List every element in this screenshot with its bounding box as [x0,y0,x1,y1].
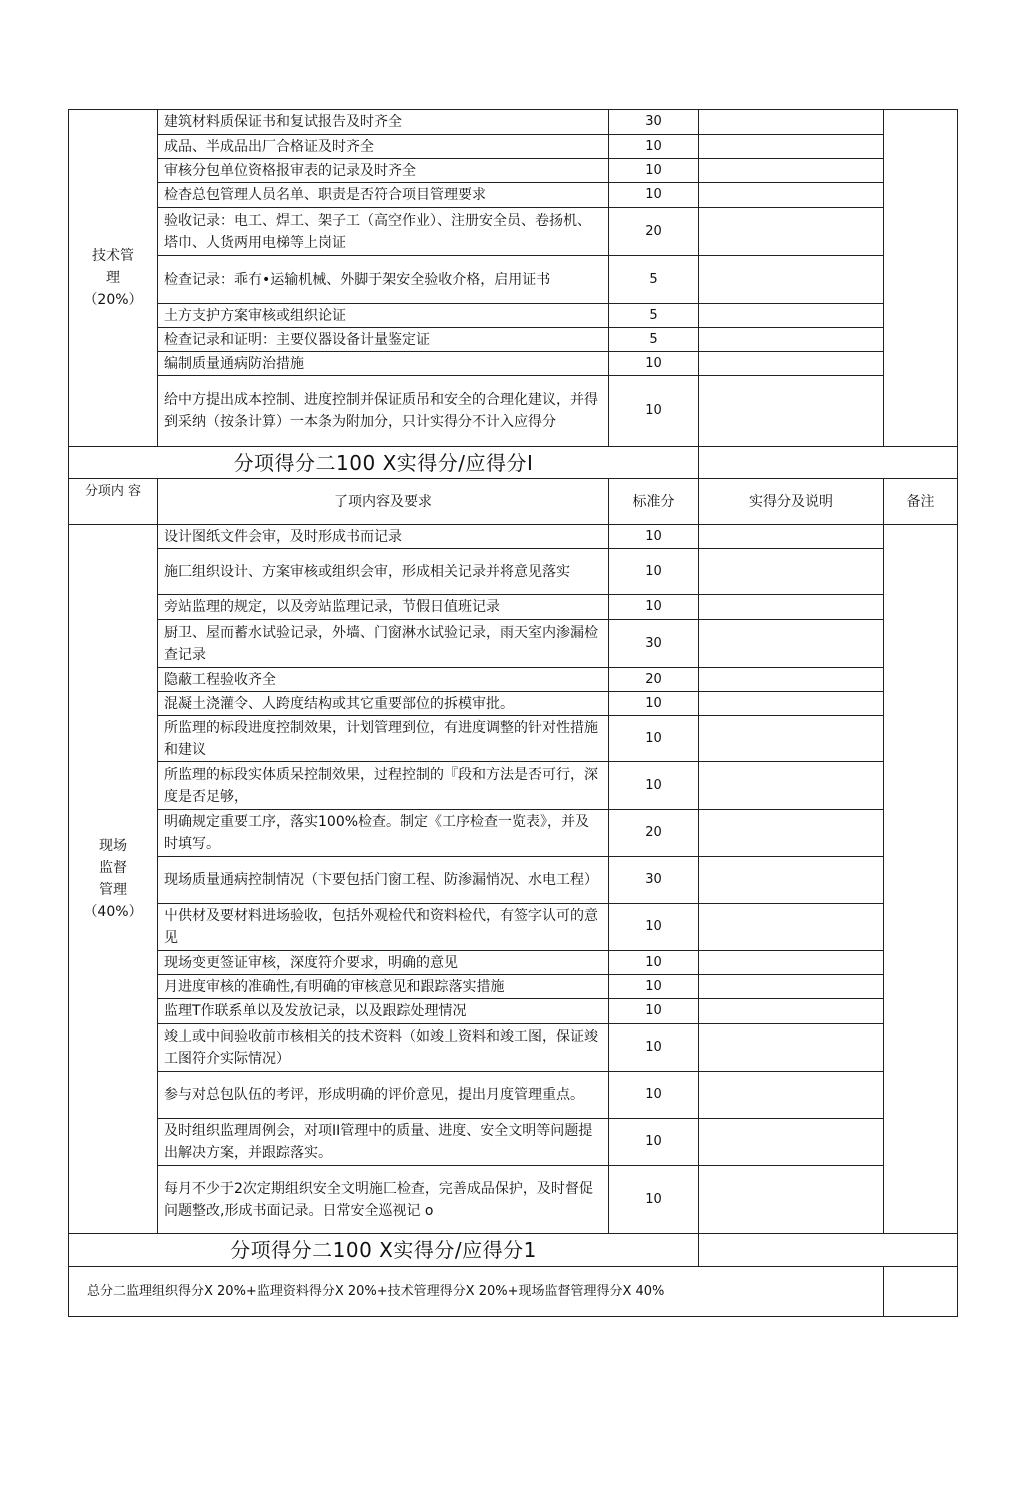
item-text: 厨卫、屋而蓄水试验记录，外墙、门窗淋水试验记录，雨天室内渗漏检查记录 [158,620,609,668]
standard-score: 10 [609,376,699,447]
standard-score: 10 [609,549,699,595]
standard-score: 5 [609,256,699,304]
item-text: 成品、半成品出厂合格证及时齐全 [158,135,609,159]
item-text: 及时组织监理周例会，对项II管理中的质量、进度、安全文明等问题提出解决方案，并跟踪落实。 [158,1119,609,1166]
item-text: 隐蔽工程验收齐全 [158,668,609,692]
actual-score-cell [699,183,884,208]
standard-score: 10 [609,159,699,183]
standard-score: 10 [609,716,699,762]
actual-score-cell [699,857,884,904]
item-text: 屮供材及要材料进场验收，包括外观检代和资料检代，有签字认可的意见 [158,904,609,951]
item-text: 监理T作联系单以及发放记录，以及跟踪处理情况 [158,999,609,1024]
standard-score: 10 [609,904,699,951]
standard-score: 5 [609,304,699,328]
header-standard: 标准分 [609,479,699,525]
header-remark: 备注 [884,479,958,525]
actual-score-cell [699,810,884,857]
item-text: 编制质量通病防治措施 [158,352,609,376]
actual-score-cell [699,999,884,1024]
standard-score: 10 [609,975,699,999]
item-text: 给中方提出成本控制、进度控制并保证质吊和安全的合理化建议，并得到采纳（按条计算）一本条为附加分，只计实得分不计入应得分 [158,376,609,447]
item-text: 月进度审核的准确性,有明确的审核意见和跟踪落实措施 [158,975,609,999]
standard-score: 30 [609,857,699,904]
actual-score-cell [699,716,884,762]
standard-score: 10 [609,692,699,716]
item-text: 竣丄或中间验收前市核相关的技术资料（如竣丄资料和竣工图，保证竣工图符介实际情况） [158,1024,609,1072]
standard-score: 20 [609,208,699,256]
actual-score-cell [699,1024,884,1072]
standard-score: 10 [609,762,699,810]
actual-score-cell [699,135,884,159]
item-text: 明确规定重要工序，落实100%检查。制定《工序检查一览表》，并及时填写。 [158,810,609,857]
item-text: 所监理的标段进度控制效果，计划管理到位，有进度调整的针对性措施和建议 [158,716,609,762]
remark-cell [884,110,958,447]
remark-cell [884,525,958,1234]
actual-score-cell [699,159,884,183]
actual-score-cell [699,595,884,620]
actual-score-cell [699,525,884,549]
standard-score: 10 [609,183,699,208]
item-text: 检查记录：乖冇•运输机械、外脚于架安全验收介格，启用证书 [158,256,609,304]
actual-score-cell [699,975,884,999]
standard-score: 10 [609,1024,699,1072]
standard-score: 10 [609,135,699,159]
total-formula: 总分二监理组织得分X 20%+监理资料得分X 20%+技术管理得分X 20%+现场监督管理得分X 40% [69,1267,884,1317]
item-text: 施匚组织设计、方案审核或组织会审，形成相关记录并将意见落实 [158,549,609,595]
actual-score-cell [699,620,884,668]
actual-score-cell [699,1072,884,1119]
standard-score: 20 [609,810,699,857]
actual-score-cell [699,110,884,135]
actual-score-cell [699,762,884,810]
item-text: 每月不少于2次定期组织安全文明施匚检查，完善成品保护，及时督促问题整改,形成书面记录。日常安全巡视记 o [158,1166,609,1234]
item-text: 现场质量通病控制情况（卞要包括门窗工程、防渗漏悄况、水电工程） [158,857,609,904]
item-text: 验收记录：电工、焊工、架子工（高空作业）、注册安全员、卷扬机、塔巾、人货两用电梯等上岗证 [158,208,609,256]
standard-score: 10 [609,999,699,1024]
item-text: 旁站监理的规定，以及旁站监理记录，节假日值班记录 [158,595,609,620]
item-text: 混凝土浇灌令、人跨度结构或其它重要部位的拆模审批。 [158,692,609,716]
standard-score: 30 [609,110,699,135]
total-score-cell [884,1267,958,1317]
standard-score: 10 [609,951,699,975]
standard-score: 10 [609,1072,699,1119]
standard-score: 30 [609,620,699,668]
score-table [68,109,958,1317]
subtotal-score-cell [699,1234,958,1267]
actual-score-cell [699,692,884,716]
item-text: 建筑材料质保证书和复试报告及时齐全 [158,110,609,135]
item-text: 检查记录和证明：主要仪器设备计量鉴定证 [158,328,609,352]
category-site-supervision: 现场 监督 管理 （40%） [69,525,158,1234]
item-text: 设计图纸文件会审，及时形成书而记录 [158,525,609,549]
standard-score: 10 [609,525,699,549]
item-text: 土方支护方案审核或组织论证 [158,304,609,328]
actual-score-cell [699,1166,884,1234]
actual-score-cell [699,352,884,376]
standard-score: 20 [609,668,699,692]
actual-score-cell [699,376,884,447]
actual-score-cell [699,256,884,304]
item-text: 检杳总包管理人员名单、职责是否符合项目管理要求 [158,183,609,208]
actual-score-cell [699,951,884,975]
subtotal-formula: 分项得分二100 X实得分/应得分1 [69,1234,699,1267]
actual-score-cell [699,328,884,352]
item-text: 参与对总包队伍的考评，形成明确的评价意见，提出月度管理重点。 [158,1072,609,1119]
actual-score-cell [699,1119,884,1166]
actual-score-cell [699,904,884,951]
standard-score: 5 [609,328,699,352]
actual-score-cell [699,549,884,595]
header-actual: 实得分及说明 [699,479,884,525]
standard-score: 10 [609,1119,699,1166]
category-tech-management: 技术管 理 （20%） [69,110,158,447]
actual-score-cell [699,304,884,328]
standard-score: 10 [609,595,699,620]
actual-score-cell [699,208,884,256]
standard-score: 10 [609,352,699,376]
item-text: 审核分包单位资格报审表的记录及时齐全 [158,159,609,183]
subtotal-score-cell [699,447,958,479]
subtotal-formula: 分项得分二100 X实得分/应得分I [69,447,699,479]
header-category: 分项内 容 [69,479,158,525]
actual-score-cell [699,668,884,692]
item-text: 所监理的标段实体质呆控制效果，过程控制的『段和方法是否可行，深度是否足够， [158,762,609,810]
standard-score: 10 [609,1166,699,1234]
item-text: 现场变更签证审核，深度符介要求，明确的意见 [158,951,609,975]
header-content: 了项内容及要求 [158,479,609,525]
